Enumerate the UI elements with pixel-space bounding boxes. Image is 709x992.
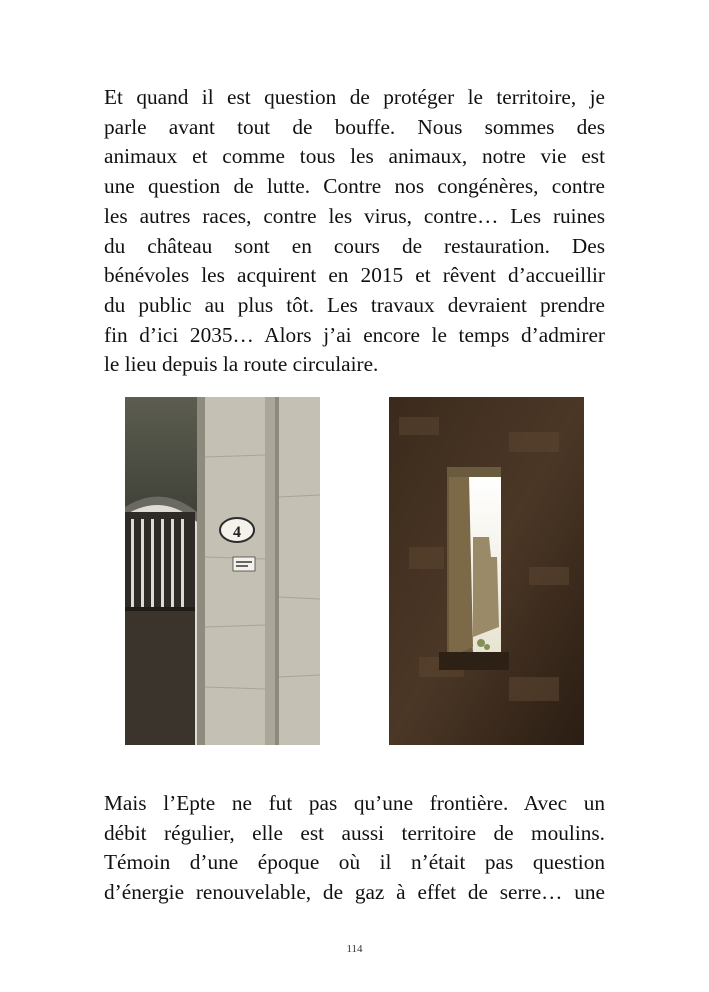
text-line: du château sont en cours de restauration. Des (104, 233, 605, 258)
castle-gate-illustration (125, 397, 320, 745)
text-line: Et quand il est question de protéger le territoire, je (104, 85, 605, 109)
text-line: bénévoles les acquirent en 2015 et rêvent d’accueillir (104, 263, 605, 288)
page-number: 114 (346, 943, 363, 955)
photo-castle-gate (125, 397, 320, 745)
text-line: débit régulier, elle est aussi territoire de moulins. (104, 820, 605, 845)
text-line: Mais l’Epte ne fut pas qu’une frontière. Avec un (104, 791, 605, 815)
text-line: les autres races, contre les virus, contre… Les ruines (104, 203, 605, 228)
text-line: animaux et comme tous les animaux, notre vie est (104, 144, 605, 169)
paragraph-1 (104, 83, 605, 380)
text-line: le lieu depuis la route circulaire. (104, 352, 379, 377)
paragraph-2 (104, 789, 605, 908)
text-line: une question de lutte. Contre nos congénères, contre (104, 174, 605, 199)
text-line: du public au plus tôt. Les travaux devraient prendre (104, 292, 605, 317)
photo-castle-window (389, 397, 584, 745)
text-line: parle avant tout de bouffe. Nous sommes des (104, 114, 605, 139)
text-line: d’énergie renouvelable, de gaz à effet de serre… une (104, 880, 605, 905)
text-line: fin d’ici 2035… Alors j’ai encore le temps d’admirer (104, 322, 605, 347)
plaque-number: 4 (233, 524, 241, 541)
castle-window-illustration (389, 397, 584, 745)
text-line: Témoin d’une époque où il n’était pas question (104, 850, 605, 875)
